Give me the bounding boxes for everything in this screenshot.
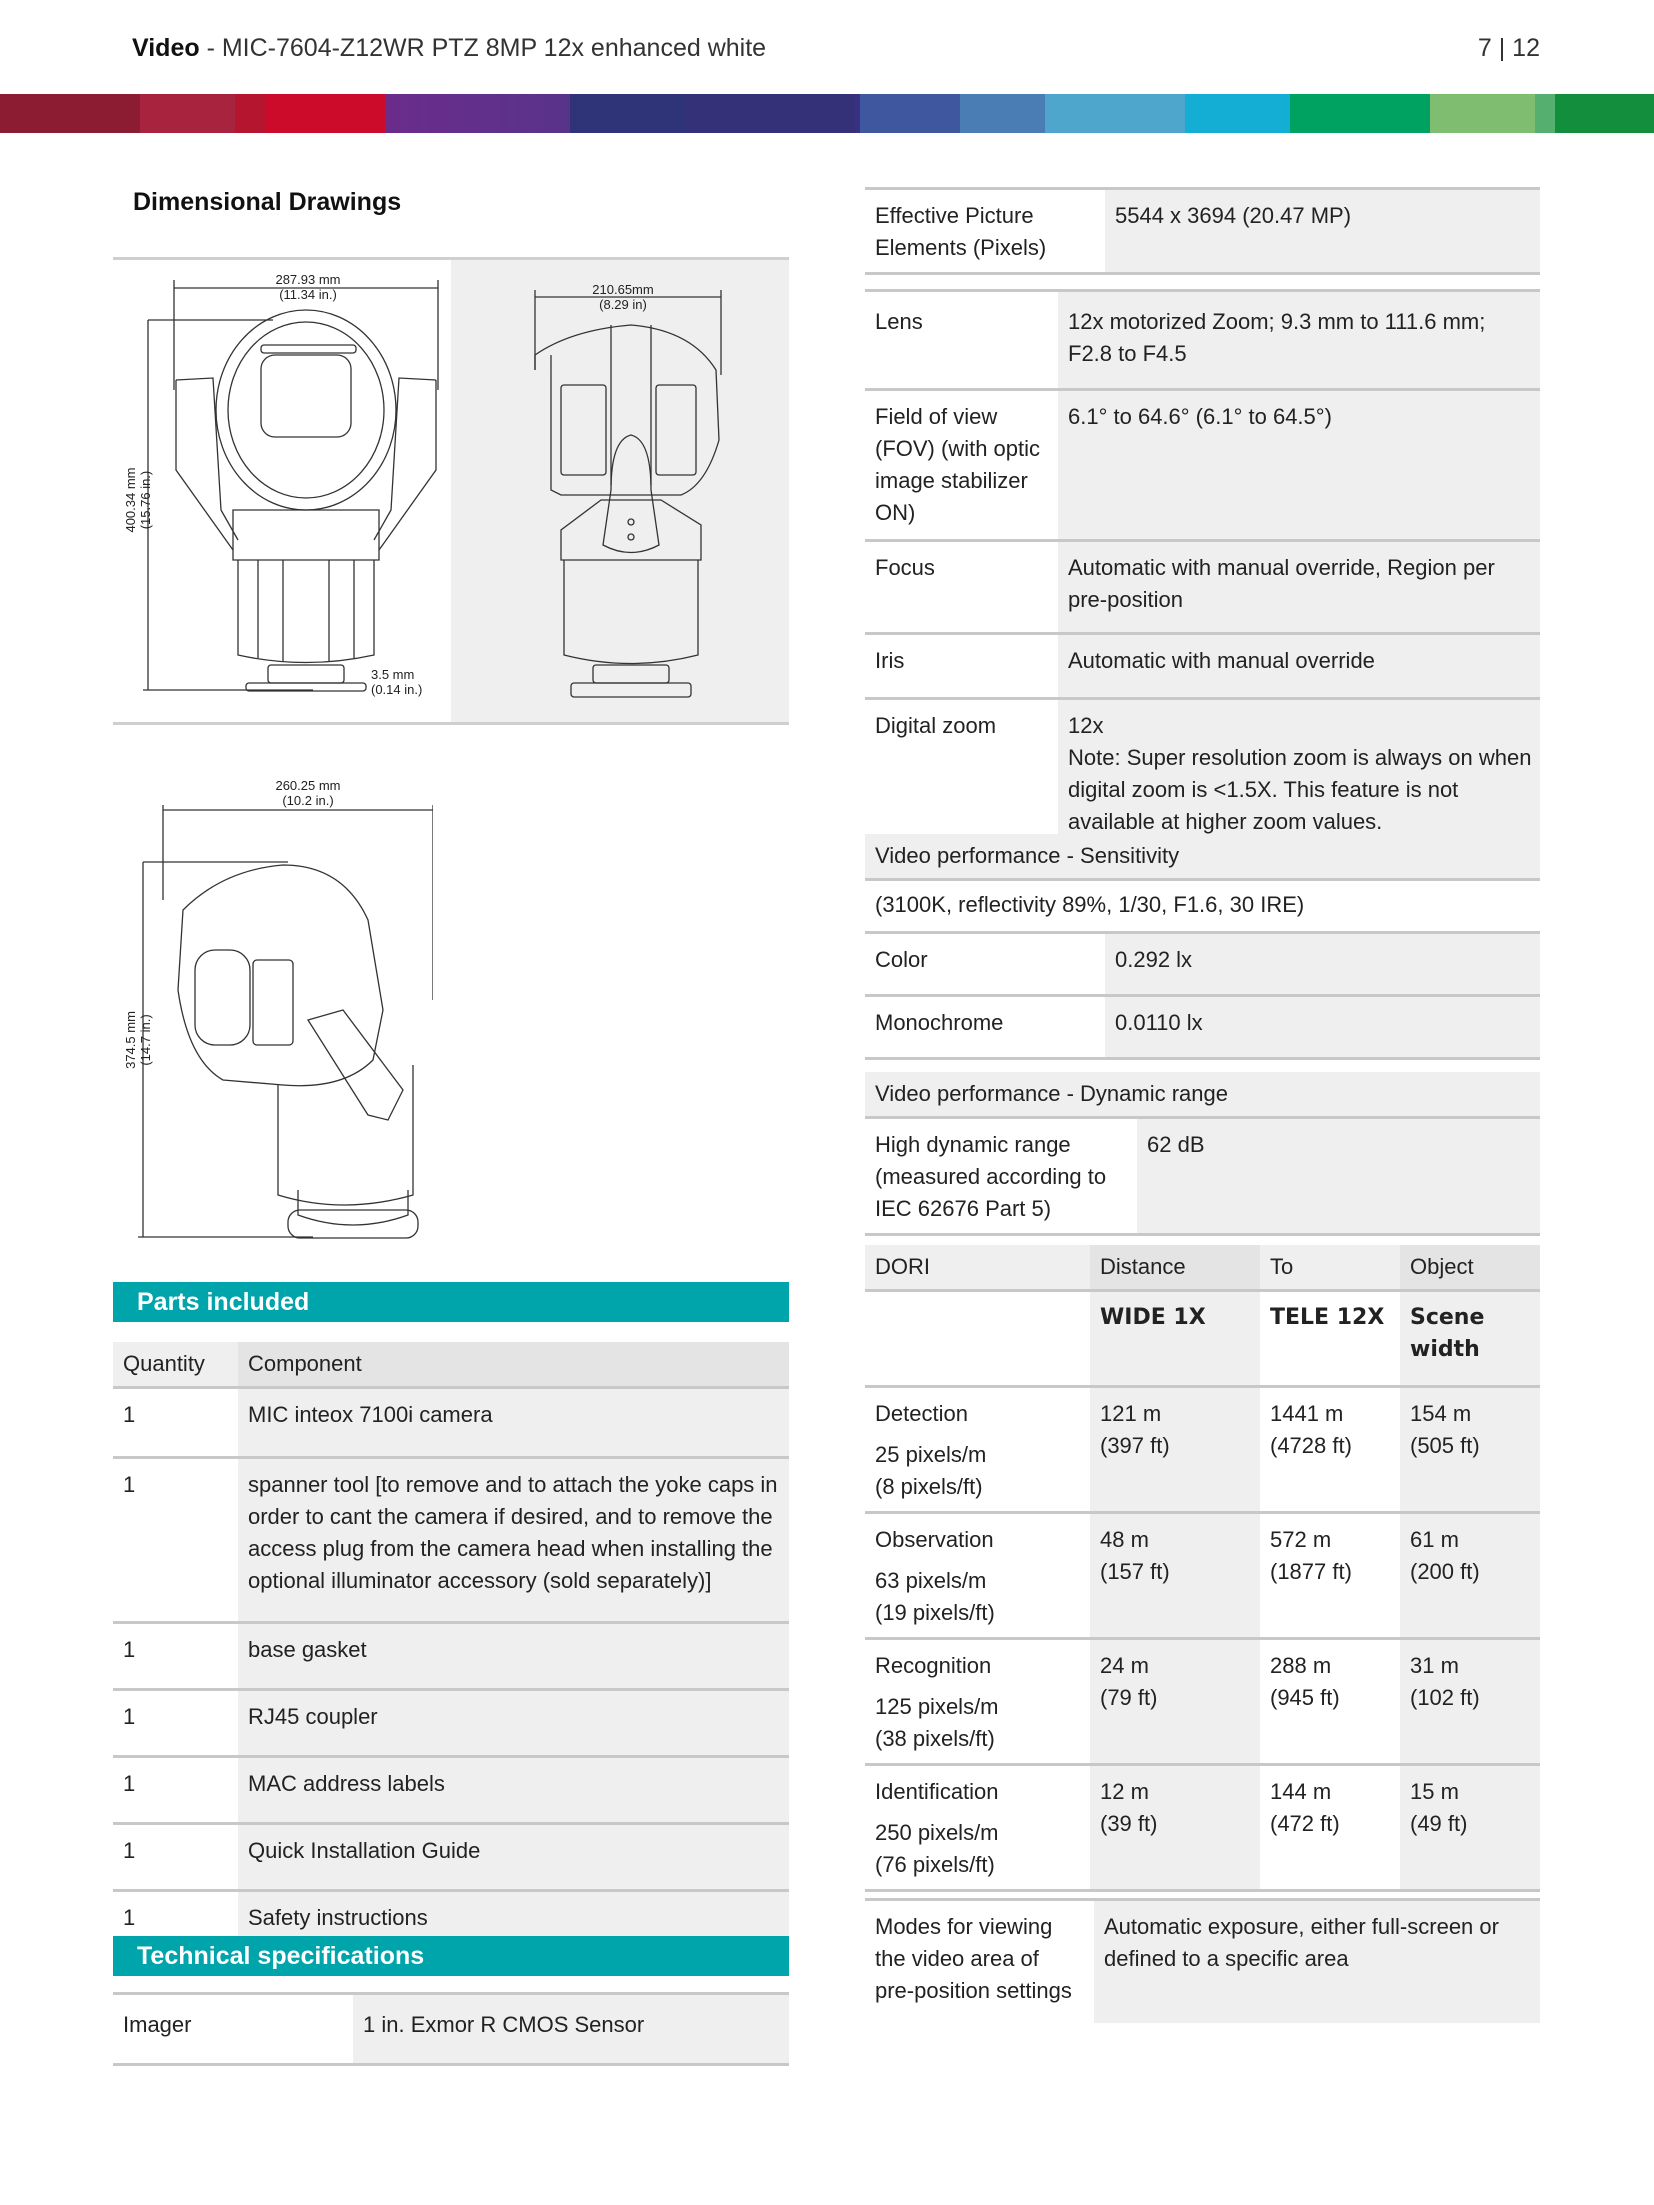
dori-density-m: 63 pixels/m [875,1568,987,1593]
effective-pixels-table [865,187,1540,275]
imager-table [113,1992,789,2066]
dori-density-m: 250 pixels/m [875,1820,999,1845]
dori-level-name: Detection [875,1401,968,1426]
dori-row-detection [865,1387,1540,1513]
table-row [865,996,1540,1059]
distance-header: Distance [1090,1245,1260,1291]
quantity-cell: 1 [113,1623,238,1690]
page-header [132,34,1540,70]
quantity-cell: 1 [113,1458,238,1623]
dori-table [865,1245,1540,1892]
focus-value: Automatic with manual override, Region per pre-position [1058,541,1540,634]
component-cell: base gasket [238,1623,789,1690]
component-cell: MIC inteox 7100i camera [238,1388,789,1458]
quantity-cell: 1 [113,1891,238,1958]
iris-value: Automatic with manual override [1058,634,1540,699]
tele-distance-cell: 572 m (1877 ft) [1260,1513,1400,1639]
scene-width-subheader: Scene width [1400,1291,1540,1387]
dori-level-cell [865,1513,1090,1639]
wide-distance-cell: 12 m (39 ft) [1090,1765,1260,1891]
table-row [865,1118,1540,1235]
monochrome-value: 0.0110 lx [1105,996,1540,1059]
front-height-label: 400.34 mm (15.76 in.) [123,467,153,533]
quantity-cell: 1 [113,1824,238,1891]
table-row [865,1291,1540,1387]
angled-width-label: 260.25 mm (10.2 in.) [275,778,341,808]
header-section: Video [132,34,200,62]
dori-level-name: Recognition [875,1653,992,1678]
dori-density-ft: (76 pixels/ft) [875,1852,995,1877]
dori-density-ft: (19 pixels/ft) [875,1600,995,1625]
dori-density-m: 125 pixels/m [875,1694,999,1719]
viewing-modes-label: Modes for viewing the video area of pre-position settings [875,1914,1072,2003]
dori-level-name: Observation [875,1527,994,1552]
table-row [113,1623,789,1690]
parts-included-heading: Parts included [113,1282,789,1322]
brand-color-bar [0,94,1654,133]
component-cell: Quick Installation Guide [238,1824,789,1891]
side-width-label: 210.65mm (8.29 in) [592,282,654,312]
lens-value: 12x motorized Zoom; 9.3 mm to 111.6 mm; F2.8 to F4.5 [1058,291,1540,390]
focus-label: Focus [865,541,1058,634]
table-row [113,1824,789,1891]
dori-row-observation [865,1513,1540,1639]
to-header: To [1260,1245,1400,1291]
sensitivity-table [865,834,1540,1060]
tele-distance-cell: 288 m (945 ft) [1260,1639,1400,1765]
table-row [113,1458,789,1623]
front-base-label: 3.5 mm (0.14 in.) [371,667,423,697]
hdr-label: High dynamic range (measured according to IEC 62676 Part 5) [865,1118,1137,1235]
dori-level-cell [865,1387,1090,1513]
color-value: 0.292 lx [1105,933,1540,996]
object-header: Object [1400,1245,1540,1291]
component-cell: RJ45 coupler [238,1690,789,1757]
angled-view-drawing-icon [113,790,433,1250]
component-cell: MAC address labels [238,1757,789,1824]
lens-specs-table [865,289,1540,859]
table-row [865,634,1540,699]
header-product: MIC-7604-Z12WR PTZ 8MP 12x enhanced white [221,34,767,62]
side-view-drawing-icon [451,260,789,722]
hdr-value: 62 dB [1137,1118,1540,1235]
page-number: 7 | 12 [1477,34,1540,62]
dynamic-range-title: Video performance - Dynamic range [865,1072,1540,1118]
scene-width-cell: 61 m (200 ft) [1400,1513,1540,1639]
front-width-label: 287.93 mm (11.34 in.) [275,272,341,302]
table-row [865,541,1540,634]
dori-density-ft: (38 pixels/ft) [875,1726,995,1751]
fov-label: Field of view (FOV) (with optic image stabilizer ON) [865,390,1058,541]
quantity-cell: 1 [113,1690,238,1757]
wide-subheader: WIDE 1X [1090,1291,1260,1387]
sensitivity-title: Video performance - Sensitivity [865,834,1540,880]
scene-width-cell: 31 m (102 ft) [1400,1639,1540,1765]
front-view-drawing-icon [113,260,451,722]
dori-level-cell [865,1765,1090,1891]
wide-distance-cell: 24 m (79 ft) [1090,1639,1260,1765]
fov-value: 6.1° to 64.6° (6.1° to 64.5°) [1058,390,1540,541]
effective-pixels-label: Effective Picture Elements (Pixels) [865,189,1105,274]
digital-zoom-label: Digital zoom [865,699,1058,858]
dori-level-name: Identification [875,1779,999,1804]
component-header: Component [238,1342,789,1388]
quantity-cell: 1 [113,1757,238,1824]
wide-distance-cell: 121 m (397 ft) [1090,1387,1260,1513]
scene-width-cell: 154 m (505 ft) [1400,1387,1540,1513]
imager-label: Imager [113,1994,353,2065]
dori-density-m: 25 pixels/m [875,1442,987,1467]
table-row [113,1757,789,1824]
dori-subheader-empty [865,1291,1090,1387]
table-row [113,1388,789,1458]
imager-value: 1 in. Exmor R CMOS Sensor [353,1994,789,2065]
angled-height-label: 374.5 mm (14.7 in.) [123,1011,153,1069]
dynamic-range-table [865,1072,1540,1236]
tele-distance-cell: 144 m (472 ft) [1260,1765,1400,1891]
table-row [865,933,1540,996]
viewing-modes-table [865,1898,1540,2023]
table-row [113,1690,789,1757]
dori-header: DORI [865,1245,1090,1291]
table-row [865,880,1540,933]
dori-row-identification [865,1765,1540,1891]
monochrome-label: Monochrome [865,996,1105,1059]
digital-zoom-amount: 12x [1068,713,1104,738]
tele-subheader: TELE 12X [1260,1291,1400,1387]
table-row [865,291,1540,390]
digital-zoom-note: Note: Super resolution zoom is always on when digital zoom is <1.5X. This feature is not available at higher zoom values. [1068,745,1532,834]
viewing-modes-value: Automatic exposure, either full-screen or defined to a specific area [1094,1900,1540,2024]
table-row [865,390,1540,541]
sensitivity-conditions: (3100K, reflectivity 89%, 1/30, F1.6, 30 IRE) [865,880,1540,933]
component-cell: Safety instructions [238,1891,789,1958]
lens-label: Lens [865,291,1058,390]
parts-included-table [113,1342,789,1959]
technical-specifications-heading: Technical specifications [113,1936,789,1976]
iris-label: Iris [865,634,1058,699]
effective-pixels-value: 5544 x 3694 (20.47 MP) [1105,189,1540,274]
dimensional-drawings-title: Dimensional Drawings [133,188,402,216]
dori-density-ft: (8 pixels/ft) [875,1474,983,1499]
dimensional-drawings-panel [113,257,789,725]
tele-distance-cell: 1441 m (4728 ft) [1260,1387,1400,1513]
wide-distance-cell: 48 m (157 ft) [1090,1513,1260,1639]
header-separator: - [199,34,222,62]
dori-level-cell [865,1639,1090,1765]
dori-row-recognition [865,1639,1540,1765]
quantity-cell: 1 [113,1388,238,1458]
table-row [113,1994,789,2065]
quantity-header: Quantity [113,1342,238,1388]
component-cell: spanner tool [to remove and to attach the yoke caps in order to cant the camera if desired, and to remove the access plug from the camera head when installing the optional illuminator accessory (sold separately)] [238,1458,789,1623]
scene-width-cell: 15 m (49 ft) [1400,1765,1540,1891]
table-row [865,189,1540,274]
table-row [865,1900,1540,2024]
color-label: Color [865,933,1105,996]
